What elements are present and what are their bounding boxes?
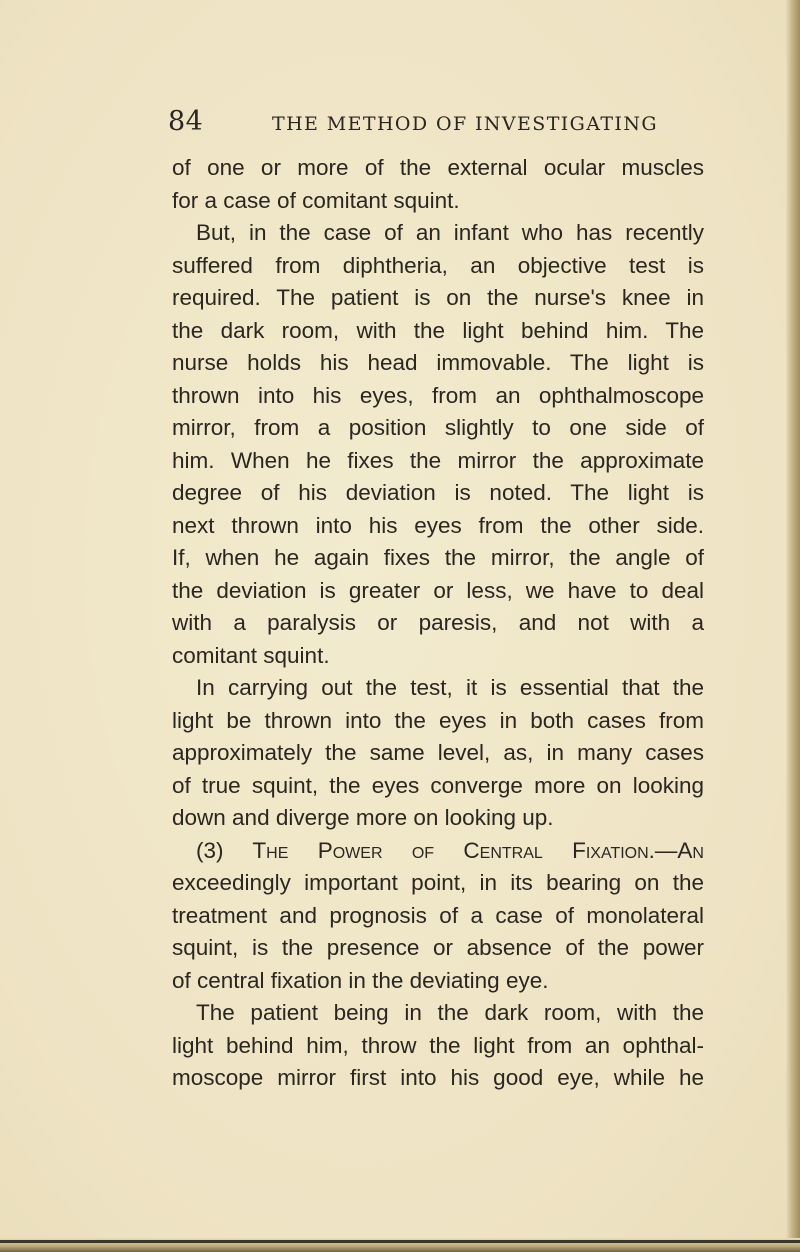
text-line: thrown into his eyes, from an ophthalmoscope (172, 382, 704, 408)
text-line: light behind him, throw the light from an ophthal- (172, 1032, 704, 1058)
text-line: nurse holds his head immovable. The light is (172, 350, 704, 375)
text-line: degree of his deviation is noted. The light is (172, 480, 704, 505)
text-line: approximately the same level, as, in many cases (172, 740, 704, 765)
text-line: But, in the case of an infant who has recently (196, 220, 704, 245)
text-line: squint, is the presence or absence of the power (172, 935, 704, 960)
text-line: the deviation is greater or less, we have to deal (172, 577, 704, 603)
text-line: of true squint, the eyes converge more on looking (172, 772, 704, 798)
text-line: next thrown into his eyes from the other side. (172, 512, 704, 538)
text-line: suffered from diphtheria, an objective test is (172, 252, 704, 278)
text-line: light be thrown into the eyes in both cases from (172, 707, 704, 733)
running-head: THE METHOD OF INVESTIGATING (272, 113, 658, 135)
text-line: moscope mirror first into his good eye, while he (172, 1065, 704, 1090)
body-text (172, 152, 704, 1095)
section-heading-line: (3) The Power of Central Fixation.—An (196, 837, 704, 863)
text-line: treatment and prognosis of a case of monolateral (172, 902, 704, 928)
text-line: exceedingly important point, in its bearing on the (172, 870, 704, 895)
text-line: of central fixation in the deviating eye. (172, 967, 549, 993)
text-line: with a paralysis or paresis, and not with a (172, 610, 704, 635)
text-line: comitant squint. (172, 642, 330, 668)
text-line: required. The patient is on the nurse's knee in (172, 285, 704, 310)
text-line: The patient being in the dark room, with the (196, 1000, 704, 1025)
page-edge-right (786, 0, 800, 1252)
page-header (0, 104, 800, 140)
text-line: him. When he fixes the mirror the approximate (172, 447, 704, 473)
bottom-divider (0, 1240, 800, 1243)
page-number: 84 (168, 106, 204, 137)
text-line: down and diverge more on looking up. (172, 805, 554, 830)
text-line: In carrying out the test, it is essential that the (196, 675, 704, 700)
text-line: for a case of comitant squint. (172, 187, 460, 213)
text-line: the dark room, with the light behind him. The (172, 317, 704, 343)
text-line: If, when he again fixes the mirror, the angle of (172, 545, 704, 570)
text-line: mirror, from a position slightly to one side of (172, 415, 704, 440)
text-line: of one or more of the external ocular muscles (172, 155, 704, 180)
